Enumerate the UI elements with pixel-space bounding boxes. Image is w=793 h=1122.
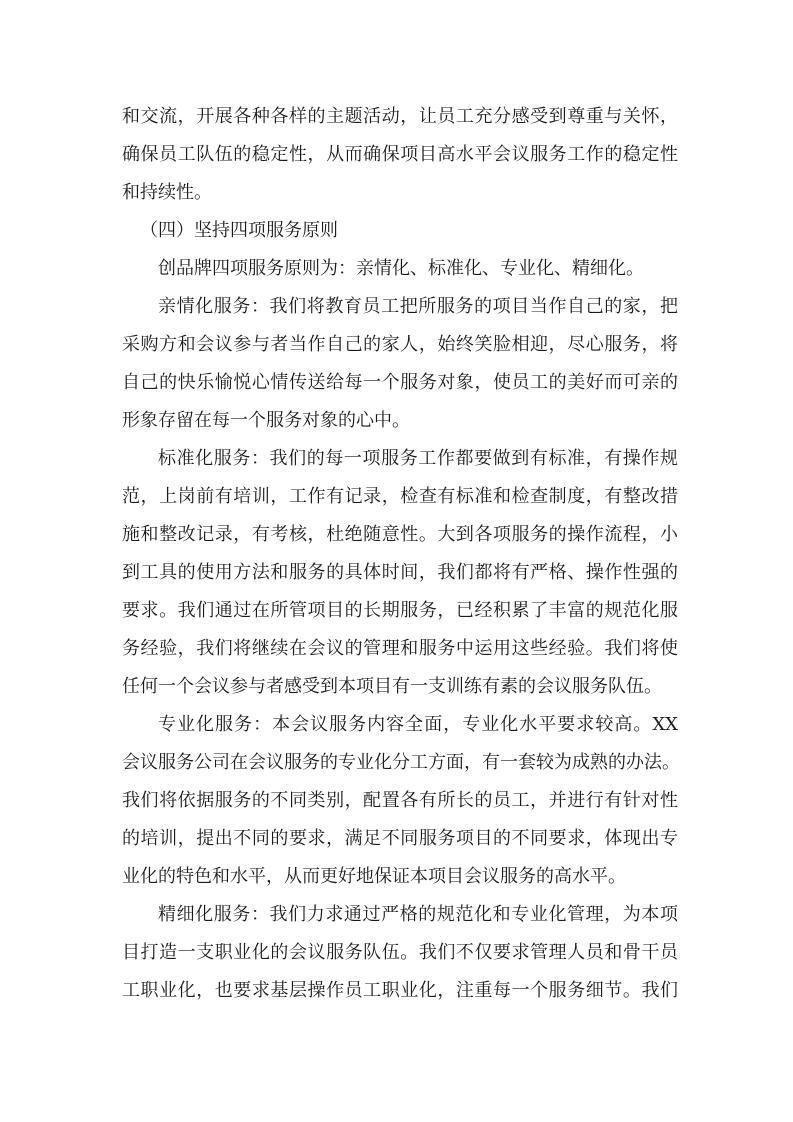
text-line: 任何一个会议参与者感受到本项目有一支训练有素的会议服务队伍。 xyxy=(122,676,662,697)
text-line: 形象存留在每一个服务对象的心中。 xyxy=(122,410,410,431)
text-line: 到工具的使用方法和服务的具体时间，我们都将有严格、操作性强的 xyxy=(122,562,678,583)
text-line: 采购方和会议参与者当作自己的家人，始终笑脸相迎，尽心服务，将 xyxy=(122,334,678,355)
text-line: 会议服务公司在会议服务的专业化分工方面，有一套较为成熟的办法。 xyxy=(122,752,680,773)
text-line: 我们将依据服务的不同类别，配置各有所长的员工，并进行有针对性 xyxy=(122,790,678,811)
text-line: 业化的特色和水平，从而更好地保证本项目会议服务的高水平。 xyxy=(122,866,626,887)
document-body xyxy=(122,98,678,1010)
text-line: 精细化服务：我们力求通过严格的规范化和专业化管理，为本项 xyxy=(158,904,678,925)
section-heading: （四）坚持四项服务原则 xyxy=(140,220,338,241)
text-line: 和持续性。 xyxy=(122,182,212,203)
text-line: 的培训，提出不同的要求，满足不同服务项目的不同要求，体现出专 xyxy=(122,828,678,849)
text-line: 亲情化服务：我们将教育员工把所服务的项目当作自己的家，把 xyxy=(158,296,678,317)
text-line: 和交流，开展各种各样的主题活动，让员工充分感受到尊重与关怀， xyxy=(122,106,678,127)
text-line: 专业化服务：本会议服务内容全面，专业化水平要求较高。XX xyxy=(158,714,678,735)
text-line: 标准化服务：我们的每一项服务工作都要做到有标准，有操作规 xyxy=(158,448,678,469)
text-line: 范，上岗前有培训，工作有记录，检查有标准和检查制度，有整改措 xyxy=(122,486,678,507)
text-line: 要求。我们通过在所管项目的长期服务，已经积累了丰富的规范化服 xyxy=(122,600,678,621)
text-line: 目打造一支职业化的会议服务队伍。我们不仅要求管理人员和骨干员 xyxy=(122,942,678,963)
text-line: 创品牌四项服务原则为：亲情化、标准化、专业化、精细化。 xyxy=(158,258,644,279)
text-line: 务经验，我们将继续在会议的管理和服务中运用这些经验。我们将使 xyxy=(122,638,678,659)
text-line: 工职业化，也要求基层操作员工职业化，注重每一个服务细节。我们 xyxy=(122,980,678,1001)
text-line: 确保员工队伍的稳定性，从而确保项目高水平会议服务工作的稳定性 xyxy=(122,144,678,165)
text-line: 施和整改记录，有考核，杜绝随意性。大到各项服务的操作流程，小 xyxy=(122,524,678,545)
text-line: 自己的快乐愉悦心情传送给每一个服务对象，使员工的美好而可亲的 xyxy=(122,372,678,393)
